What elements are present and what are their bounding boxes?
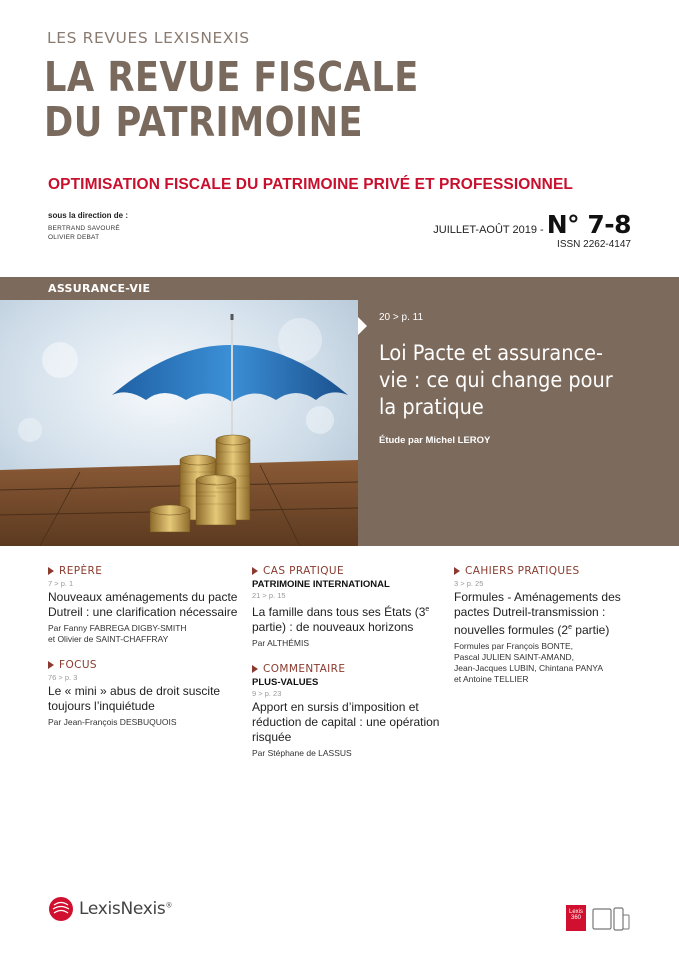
- section-label: ASSURANCE-VIE: [48, 282, 151, 295]
- section-label: REPÈRE: [59, 565, 103, 577]
- article-block[interactable]: [252, 663, 452, 759]
- article-block[interactable]: [454, 565, 654, 685]
- title-line-2: DU PATRIMOINE: [44, 98, 364, 146]
- section-label: FOCUS: [59, 659, 97, 671]
- article-author: Par Fanny FABREGA DIGBY-SMITH: [48, 623, 187, 633]
- triangle-icon: [48, 567, 54, 575]
- director-name: OLIVIER DEBAT: [48, 234, 100, 241]
- article-author: Jean-Jacques LUBIN, Chintana PANYA: [454, 663, 603, 673]
- series-label: LES REVUES LEXISNEXIS: [47, 29, 250, 47]
- triangle-icon: [252, 567, 258, 575]
- notch-pointer: [358, 317, 367, 335]
- column-3: [454, 565, 654, 699]
- section-heading: [48, 659, 248, 671]
- title-line-1: LA REVUE FISCALE: [44, 53, 419, 101]
- article-block[interactable]: [48, 565, 248, 645]
- article-author: Par ALTHÉMIS: [252, 638, 309, 648]
- article-title[interactable]: Nouveaux aménagements du pacte Dutreil : une clarification nécessaire: [48, 590, 238, 619]
- article-title[interactable]: Formules - Aménagements des pactes Dutreil-transmission : nouvelles formules (2e partie): [454, 590, 621, 637]
- page-ref: 3 > p. 25: [454, 579, 484, 588]
- badge-line-1: Lexis: [568, 909, 583, 915]
- featured-article[interactable]: [0, 277, 679, 546]
- section-label: COMMENTAIRE: [263, 663, 346, 675]
- featured-title[interactable]: Loi Pacte et assurance-vie : ce qui change pour la pratique: [379, 341, 613, 419]
- triangle-icon: [252, 665, 258, 673]
- article-author: Formules par François BONTE,: [454, 641, 574, 651]
- article-block[interactable]: [252, 565, 452, 649]
- featured-ref: 20 > p. 11: [379, 312, 424, 323]
- issn: ISSN 2262-4147: [557, 239, 631, 250]
- umbrella-coins-image: [0, 300, 358, 546]
- section-bar: [0, 277, 358, 300]
- section-heading: [48, 565, 248, 577]
- editorial-direction: [48, 211, 128, 242]
- article-author: Par Jean-François DESBUQUOIS: [48, 717, 177, 727]
- article-author: Par Stéphane de LASSUS: [252, 748, 352, 758]
- article-title[interactable]: La famille dans tous ses États (3e partie) : de nouveaux horizons: [252, 605, 430, 634]
- journal-title: [44, 55, 526, 145]
- section-label: CAS PRATIQUE: [263, 565, 344, 577]
- section-label: CAHIERS PRATIQUES: [465, 565, 580, 577]
- subsection-label: PLUS-VALUES: [252, 677, 319, 688]
- director-name: BERTRAND SAVOURÉ: [48, 225, 120, 232]
- page-ref: 21 > p. 15: [252, 591, 286, 600]
- lexisnexis-logo[interactable]: [48, 896, 172, 922]
- section-heading: [252, 663, 452, 675]
- devices-icon: [592, 907, 630, 931]
- page-ref: 7 > p. 1: [48, 579, 74, 588]
- article-author: et Olivier de SAINT-CHAFFRAY: [48, 634, 169, 644]
- badge-line-2: 360: [570, 915, 581, 921]
- lexis360-badge[interactable]: [566, 905, 586, 931]
- issue-date: JUILLET-AOÛT 2019 -: [433, 224, 544, 236]
- subsection-label: PATRIMOINE INTERNATIONAL: [252, 579, 390, 590]
- featured-author: Étude par Michel LEROY: [379, 435, 491, 446]
- journal-subtitle: OPTIMISATION FISCALE DU PATRIMOINE PRIVÉ ET PROFESSIONNEL: [48, 176, 573, 193]
- page-ref: 76 > p. 3: [48, 673, 78, 682]
- column-2: [252, 565, 452, 773]
- article-title[interactable]: Apport en sursis d’imposition et réduction de capital : une opération risquée: [252, 700, 440, 744]
- column-1: [48, 565, 248, 742]
- article-author: Pascal JULIEN SAINT-AMAND,: [454, 652, 574, 662]
- issue-number: N° 7-8: [546, 210, 631, 239]
- lexisnexis-mark-icon: [48, 896, 74, 922]
- page-ref: 9 > p. 23: [252, 689, 282, 698]
- article-author: et Antoine TELLIER: [454, 674, 529, 684]
- triangle-icon: [454, 567, 460, 575]
- section-heading: [252, 565, 452, 577]
- issue-info: [433, 210, 631, 250]
- article-title[interactable]: Le « mini » abus de droit suscite toujours l’inquiétude: [48, 684, 221, 713]
- article-block[interactable]: [48, 659, 248, 728]
- section-heading: [454, 565, 654, 577]
- brand-name: LexisNexis®: [79, 899, 173, 919]
- triangle-icon: [48, 661, 54, 669]
- direction-label: sous la direction de :: [48, 211, 129, 220]
